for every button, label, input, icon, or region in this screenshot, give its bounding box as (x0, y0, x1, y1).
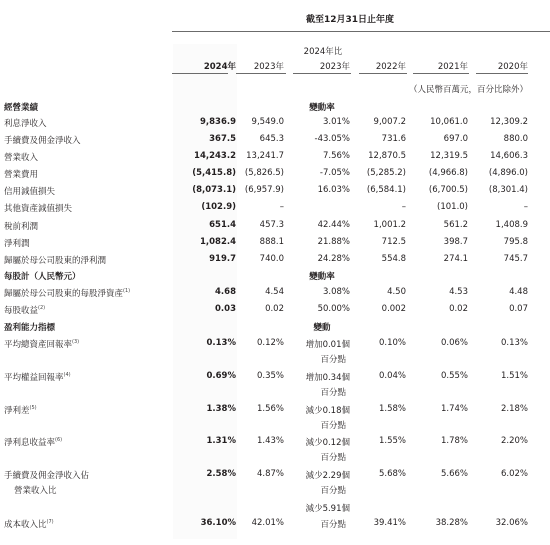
value-2021: 0.02 (449, 304, 468, 314)
value-2024: 0.03 (215, 304, 236, 314)
value-2022: 1.58% (378, 404, 406, 414)
change-value: 增加0.01個 (305, 340, 350, 350)
value-2020: 4.48 (509, 287, 528, 297)
row-label: 淨利息收益率$^{(6)}$ (4, 437, 63, 448)
value-2021: 561.2 (443, 220, 468, 230)
value-2021: 10,061.0 (430, 117, 468, 127)
value-2022: 0.002 (381, 304, 406, 314)
value-2022: 0.04% (378, 371, 406, 381)
value-2021: (101.0) (437, 202, 468, 212)
row-label: 歸屬於母公司股東的淨利潤 (4, 256, 107, 266)
value-2020: 0.13% (500, 338, 528, 348)
value-2024: (8,073.1) (192, 185, 236, 195)
value-2024: 14,243.2 (194, 151, 236, 161)
change-value: 42.44% (317, 220, 350, 230)
change-header: 變動 (313, 323, 331, 333)
value-2023: 0.35% (256, 371, 284, 381)
value-2022: 1.55% (378, 436, 406, 446)
col-rule (476, 73, 528, 74)
value-2020: 880.0 (503, 134, 528, 144)
value-2022: 5.68% (378, 469, 406, 479)
value-2022: (5,285.2) (366, 168, 406, 178)
value-2020: 32.06% (495, 518, 528, 528)
col-header-2023-cmp: 2023年 (319, 62, 350, 72)
value-2023: 1.56% (256, 404, 284, 414)
change-rate-header: 變動率 (309, 103, 335, 113)
value-2020: 1,408.9 (495, 220, 528, 230)
value-2022: 0.10% (378, 338, 406, 348)
row-label: 每股收益$^{(2)}$ (4, 305, 46, 316)
change-header-top: 2024年比 (303, 47, 343, 57)
change-value: 3.08% (322, 287, 350, 297)
row-label: 平均總資產回報率$^{(3)}$ (4, 339, 80, 350)
value-2023: 888.1 (259, 237, 284, 247)
change-value: -7.05% (319, 168, 350, 178)
value-2024: 1.31% (206, 436, 236, 446)
value-2023: 9,549.0 (251, 117, 284, 127)
change-value: 減少5.91個 (305, 504, 350, 514)
change-value: 24.28% (317, 254, 350, 264)
value-2023: 13,241.7 (246, 151, 284, 161)
row-label: 淨利差$^{(5)}$ (4, 405, 37, 416)
value-2023: 4.87% (256, 469, 284, 479)
value-2021: 1.78% (440, 436, 468, 446)
value-2023: 42.01% (251, 518, 284, 528)
value-2021: 0.55% (440, 371, 468, 381)
value-2022: 1,001.2 (373, 220, 406, 230)
value-2024: 9,836.9 (199, 117, 236, 127)
period-title: 截至12月31日止年度 (305, 15, 395, 25)
value-2021: 697.0 (443, 134, 468, 144)
value-2023: 0.12% (256, 338, 284, 348)
col-header-2020: 2020年 (497, 62, 528, 72)
row-label: 淨利潤 (4, 239, 30, 249)
value-2024: (5,415.8) (192, 168, 236, 178)
value-2024: 0.69% (206, 371, 236, 381)
value-2024: 919.7 (209, 254, 236, 264)
row-label-continued: 營業收入比 (14, 486, 57, 496)
row-label: 手續費及佣金淨收入 (4, 136, 81, 146)
section-per-share: 每股計（人民幣元） (4, 272, 81, 282)
change-value: 7.56% (322, 151, 350, 161)
row-label: 利息淨收入 (4, 119, 47, 129)
change-value: 減少0.18個 (305, 406, 350, 416)
row-label: 營業費用 (4, 170, 39, 180)
col-header-2023: 2023年 (253, 62, 284, 72)
value-2022: (6,584.1) (366, 185, 406, 195)
unit-note: （人民幣百萬元，百分比除外） (408, 85, 528, 95)
value-2023: 1.43% (256, 436, 284, 446)
value-2021: 398.7 (443, 237, 468, 247)
value-2024: 651.4 (209, 220, 236, 230)
value-2024: 4.68 (215, 287, 236, 297)
value-2024: 1.38% (206, 404, 236, 414)
value-2023: 0.02 (265, 304, 284, 314)
row-label: 平均權益回報率$^{(4)}$ (4, 372, 71, 383)
col-rule (172, 73, 228, 74)
value-2020: – (523, 202, 528, 212)
value-2022: 12,870.5 (368, 151, 406, 161)
row-label: 營業收入 (4, 153, 39, 163)
col-header-2021: 2021年 (437, 62, 468, 72)
value-2020: 0.07 (509, 304, 528, 314)
value-2021: 38.28% (435, 518, 468, 528)
change-unit: 百分點 (320, 486, 346, 496)
value-2020: 1.51% (500, 371, 528, 381)
col-rule (236, 73, 286, 74)
value-2024: 1,082.4 (199, 237, 236, 247)
row-label: 成本收入比$^{(7)}$ (4, 519, 54, 530)
value-2023: (6,957.9) (244, 185, 284, 195)
change-unit: 百分點 (320, 453, 346, 463)
value-2023: (5,826.5) (244, 168, 284, 178)
change-value: 3.01% (322, 117, 350, 127)
change-value: 50.00% (317, 304, 350, 314)
value-2021: 12,319.5 (430, 151, 468, 161)
row-label: 信用減值損失 (4, 187, 56, 197)
change-value: 減少0.12個 (305, 438, 350, 448)
value-2020: 2.18% (500, 404, 528, 414)
value-2020: (4,896.0) (488, 168, 528, 178)
value-2020: 6.02% (500, 469, 528, 479)
value-2024: 0.13% (206, 338, 236, 348)
value-2021: (6,700.5) (428, 185, 468, 195)
change-value: 21.88% (317, 237, 350, 247)
value-2021: 0.06% (440, 338, 468, 348)
value-2022: – (401, 202, 406, 212)
change-value: 增加0.34個 (305, 373, 350, 383)
row-label: 稅前利潤 (4, 222, 39, 232)
col-rule (359, 73, 407, 74)
section-profitability: 盈利能力指標 (4, 323, 56, 333)
value-2024: 36.10% (200, 518, 236, 528)
change-value: 16.03% (317, 185, 350, 195)
row-label: 歸屬於母公司股東的每股淨資產$^{(1)}$ (4, 288, 131, 299)
col-header-2022: 2022年 (375, 62, 406, 72)
change-value: -43.05% (314, 134, 350, 144)
value-2022: 712.5 (381, 237, 406, 247)
value-2023: 740.0 (259, 254, 284, 264)
value-2021: 1.74% (440, 404, 468, 414)
value-2021: (4,966.8) (428, 168, 468, 178)
change-unit: 百分點 (320, 388, 346, 398)
value-2023: 457.3 (259, 220, 284, 230)
value-2023: 645.3 (259, 134, 284, 144)
col-rule (413, 73, 469, 74)
value-2021: 5.66% (440, 469, 468, 479)
value-2022: 9,007.2 (373, 117, 406, 127)
value-2024: 2.58% (206, 469, 236, 479)
value-2021: 4.53 (449, 287, 468, 297)
change-unit: 百分點 (320, 355, 346, 365)
value-2020: 795.8 (503, 237, 528, 247)
col-header-2024: 2024年 (203, 62, 236, 72)
value-2023: 4.54 (265, 287, 284, 297)
col-rule (293, 73, 351, 74)
value-2023: – (279, 202, 284, 212)
value-2024: (102.9) (201, 202, 236, 212)
row-label: 其他資產減值損失 (4, 204, 73, 214)
value-2020: 745.7 (503, 254, 528, 264)
value-2022: 4.50 (387, 287, 406, 297)
value-2020: 12,309.2 (490, 117, 528, 127)
value-2022: 731.6 (381, 134, 406, 144)
header-rule-top (172, 31, 550, 32)
row-label: 手續費及佣金淨收入佔 (4, 471, 90, 481)
value-2022: 39.41% (373, 518, 406, 528)
change-unit: 百分點 (320, 421, 346, 431)
value-2020: 2.20% (500, 436, 528, 446)
value-2024: 367.5 (209, 134, 236, 144)
value-2021: 274.1 (443, 254, 468, 264)
value-2022: 554.8 (381, 254, 406, 264)
change-value: 減少2.29個 (305, 471, 350, 481)
value-2020: 14,606.3 (490, 151, 528, 161)
change-rate-header: 變動率 (309, 272, 335, 282)
change-unit: 百分點 (320, 520, 346, 530)
value-2020: (8,301.4) (488, 185, 528, 195)
section-operating-results: 經營業績 (4, 103, 39, 113)
